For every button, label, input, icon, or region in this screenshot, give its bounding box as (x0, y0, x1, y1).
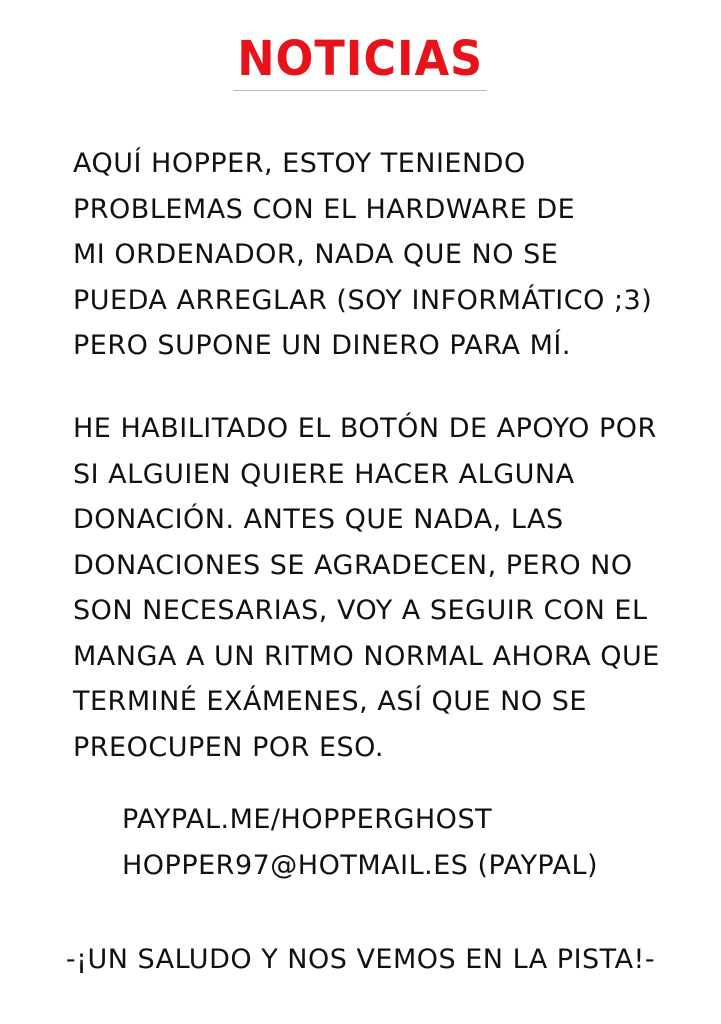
paragraph-line: MI ORDENADOR, NADA QUE NO SE (73, 239, 559, 270)
donation-paragraph (73, 406, 660, 770)
paragraph-line: AQUÍ HOPPER, ESTOY TENIENDO (73, 148, 526, 179)
paypal-link: PAYPAL.ME/HOPPERGHOST (122, 804, 493, 835)
farewell-line: -¡UN SALUDO Y NOS VEMOS EN LA PISTA!- (65, 944, 656, 975)
paragraph-line: PREOCUPEN POR ESO. (73, 731, 384, 763)
paragraph-line: PUEDA ARREGLAR (SOY INFORMÁTICO ;3) (73, 284, 653, 316)
paragraph-line: MANGA A UN RITMO NORMAL AHORA QUE (73, 640, 660, 672)
paragraph-line: DONACIONES SE AGRADECEN, PERO NO (73, 549, 633, 581)
paragraph-line: HE HABILITADO EL BOTÓN DE APOYO POR (73, 413, 657, 444)
page-title: NOTICIAS (234, 30, 487, 91)
paragraph-line: PERO SUPONE UN DINERO PARA MÍ. (73, 330, 571, 361)
paragraph-line: DONACIÓN. ANTES QUE NADA, LAS (73, 504, 564, 535)
announcement-paragraph (73, 141, 652, 369)
title-container (0, 30, 721, 91)
contact-list (122, 797, 598, 889)
paragraph-line: PROBLEMAS CON EL HARDWARE DE (73, 193, 576, 225)
paragraph-line: SI ALGUIEN QUIERE HACER ALGUNA (73, 458, 575, 490)
paypal-email: HOPPER97@HOTMAIL.ES (PAYPAL) (122, 850, 599, 881)
paragraph-line: TERMINÉ EXÁMENES, ASÍ QUE NO SE (73, 686, 587, 717)
paragraph-line: SON NECESARIAS, VOY A SEGUIR CON EL (73, 595, 648, 626)
